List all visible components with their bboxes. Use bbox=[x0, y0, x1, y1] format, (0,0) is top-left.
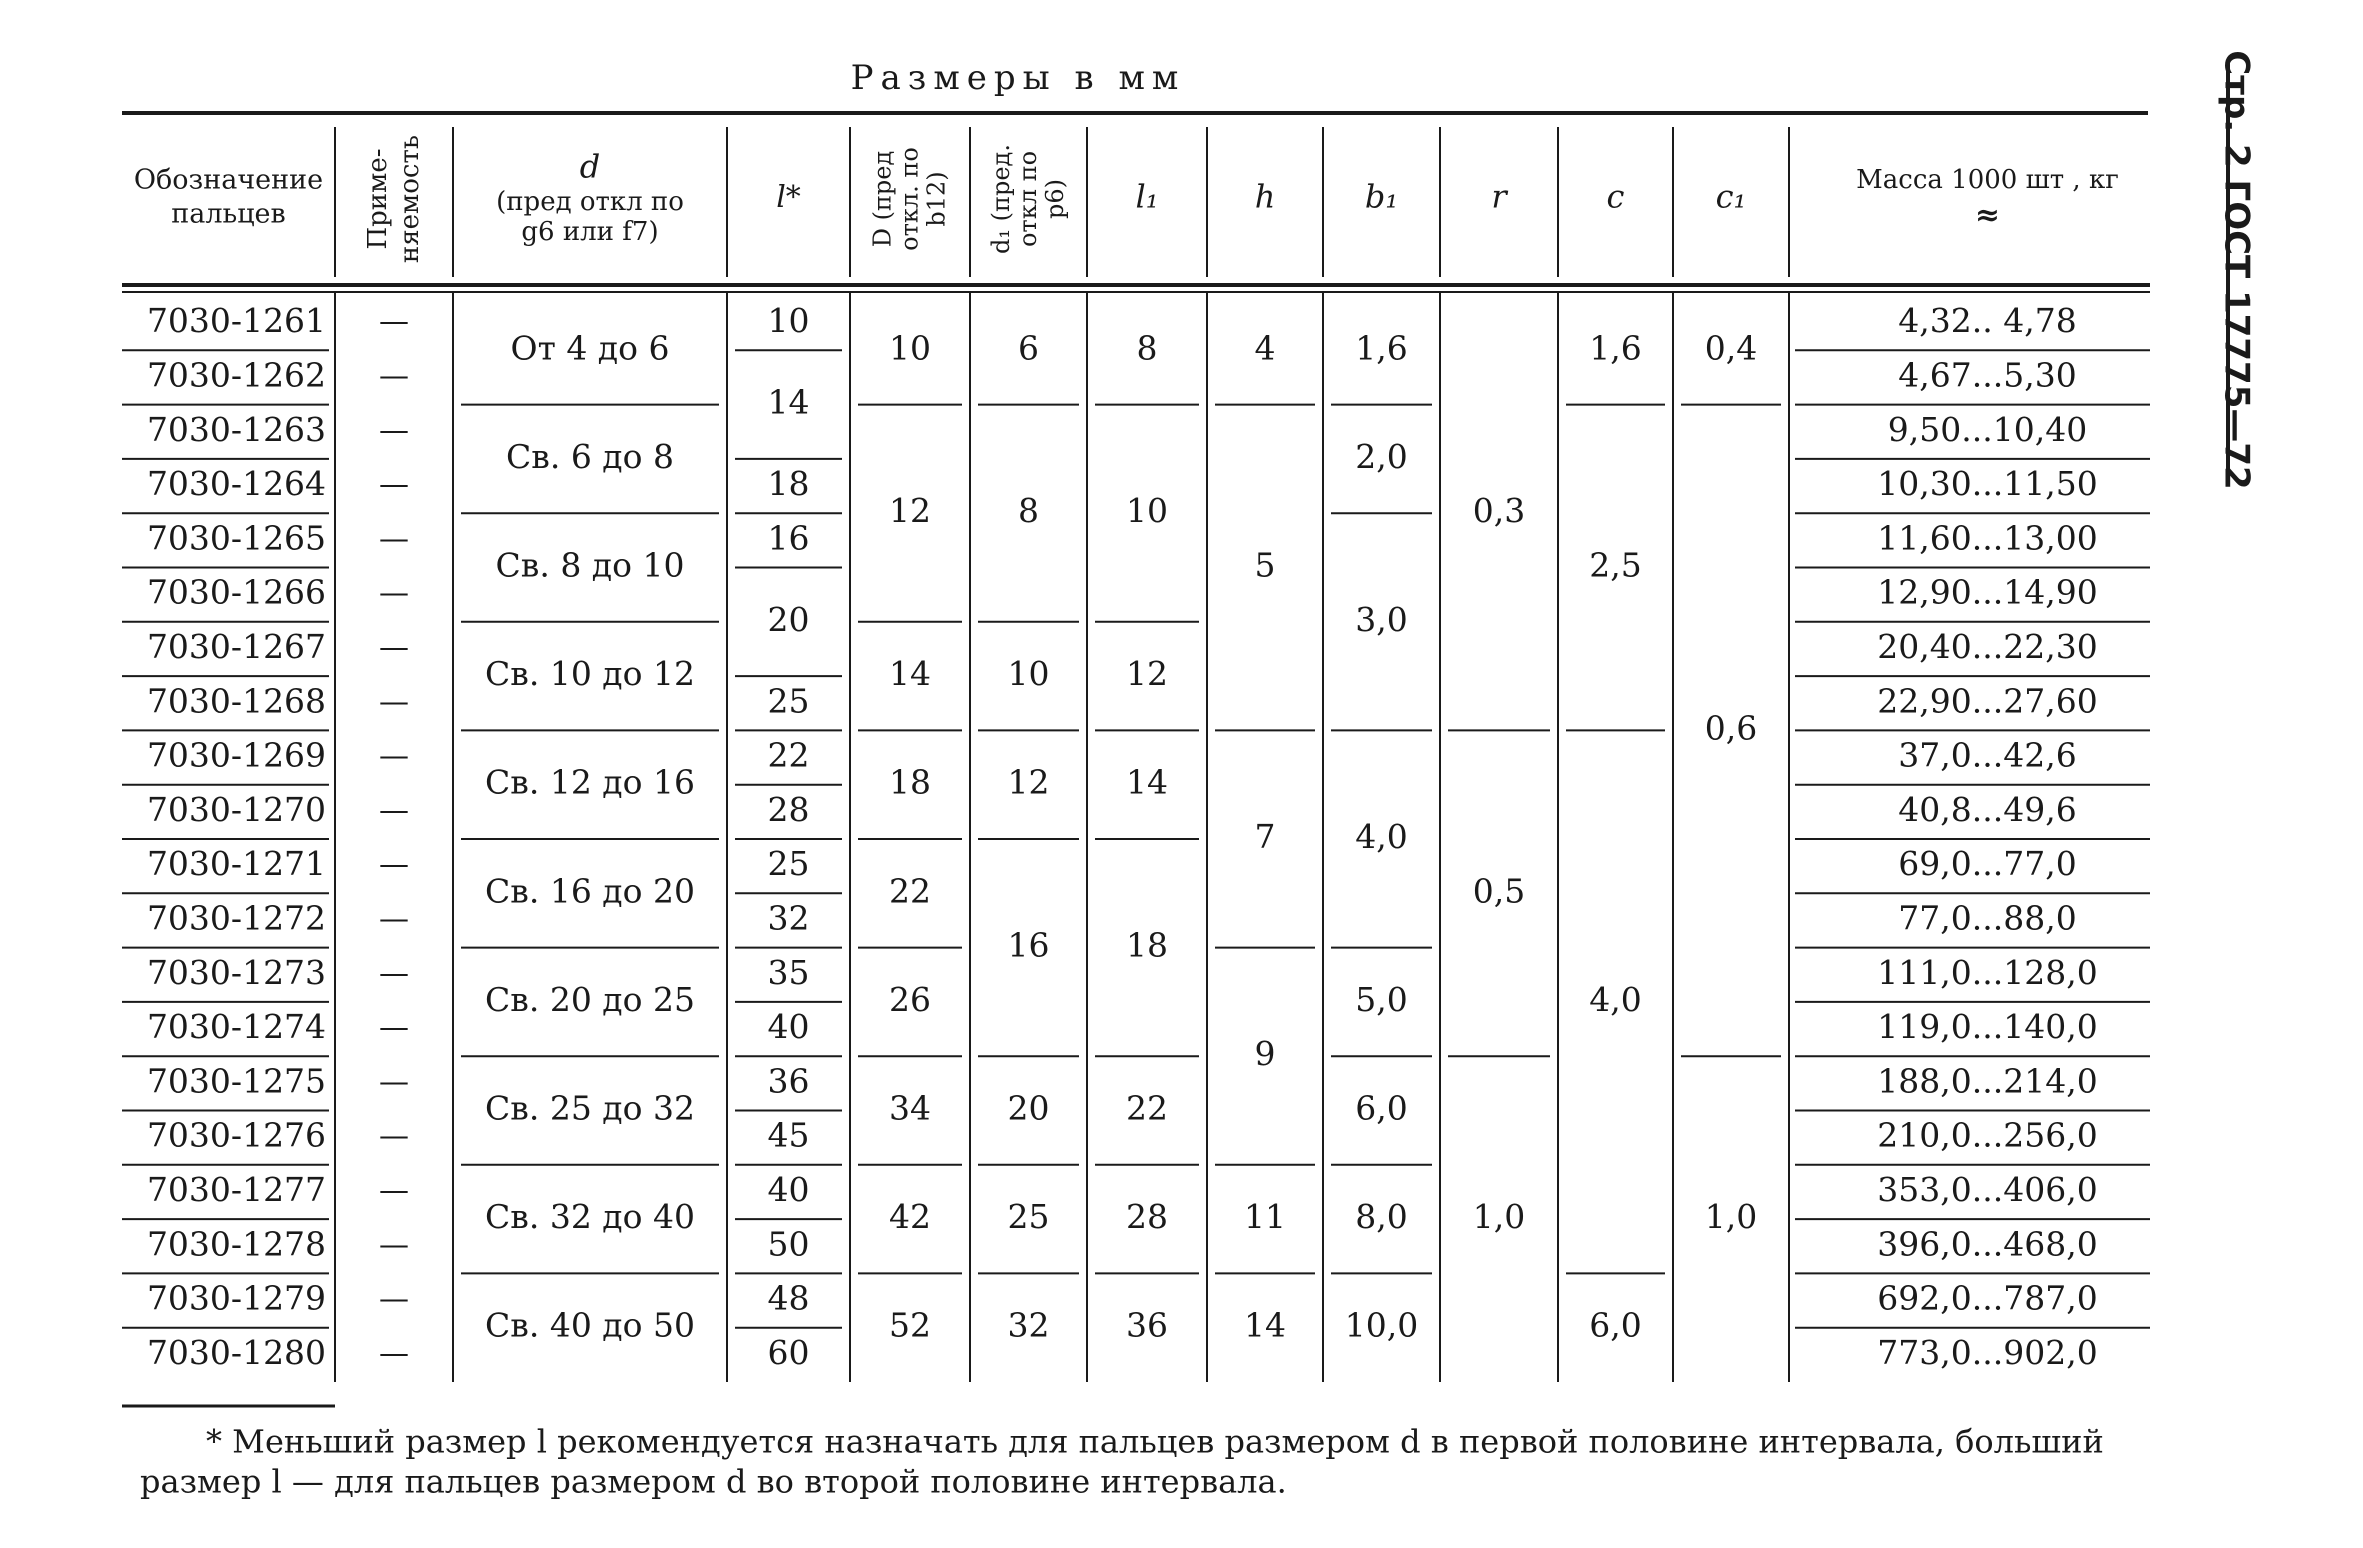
designation-cell: 7030-1271 bbox=[146, 844, 327, 884]
l-value: 14 bbox=[767, 382, 810, 422]
D-value: 10 bbox=[889, 328, 931, 368]
l1-value: 18 bbox=[1126, 925, 1168, 965]
b1-value: 2,0 bbox=[1355, 436, 1408, 476]
mass-cell: 119,0...140,0 bbox=[1877, 1007, 2098, 1047]
l-value: 40 bbox=[767, 1007, 810, 1047]
l-value: 35 bbox=[767, 952, 810, 992]
mass-cell: 20,40...22,30 bbox=[1877, 626, 2098, 666]
mass-cell: 12,90...14,90 bbox=[1877, 572, 2098, 612]
r-value: 1,0 bbox=[1472, 1197, 1526, 1237]
l-value: 20 bbox=[767, 599, 810, 639]
l-value: 36 bbox=[767, 1061, 810, 1101]
h-value: 7 bbox=[1254, 817, 1276, 856]
l-value: 18 bbox=[767, 464, 810, 504]
mass-cell: 10,30...11,50 bbox=[1877, 464, 2098, 504]
l-value: 25 bbox=[767, 681, 810, 721]
d-value: Св. 40 до 50 bbox=[485, 1305, 695, 1345]
designation-cell: 7030-1279 bbox=[146, 1278, 327, 1318]
header-D: D (пред bbox=[868, 150, 897, 248]
applicability-dash: — bbox=[379, 521, 409, 557]
designation-cell: 7030-1265 bbox=[146, 518, 327, 558]
b1-value: 3,0 bbox=[1355, 599, 1408, 639]
d1-value: 6 bbox=[1018, 328, 1039, 368]
d-value: Св. 12 до 16 bbox=[485, 762, 695, 802]
D-value: 12 bbox=[889, 491, 931, 531]
D-value: 22 bbox=[889, 871, 931, 911]
mass-cell: 773,0...902,0 bbox=[1877, 1332, 2098, 1372]
d-value: Св. 6 до 8 bbox=[506, 436, 674, 476]
header-d1: d₁ (пред. bbox=[987, 144, 1015, 254]
designation-cell: 7030-1270 bbox=[146, 789, 327, 829]
header-l1: l₁ bbox=[1135, 177, 1159, 216]
applicability-dash: — bbox=[379, 955, 409, 991]
applicability-dash: — bbox=[379, 629, 409, 665]
mass-cell: 188,0...214,0 bbox=[1877, 1061, 2098, 1101]
designation-cell: 7030-1261 bbox=[146, 301, 327, 341]
mass-cell: 40,8...49,6 bbox=[1898, 789, 2077, 829]
footnote-line-1: * Меньший размер l рекомендуется назначать для пальцев размером d в первой половине интервала, больший bbox=[206, 1422, 2104, 1461]
header-c: c bbox=[1606, 177, 1625, 216]
d1-value: 16 bbox=[1007, 925, 1050, 965]
designation-cell: 7030-1277 bbox=[146, 1169, 327, 1209]
l1-value: 36 bbox=[1126, 1305, 1168, 1345]
applicability-dash: — bbox=[379, 684, 409, 720]
mass-cell: 9,50...10,40 bbox=[1887, 409, 2088, 449]
b1-value: 6,0 bbox=[1355, 1088, 1408, 1128]
mass-cell: 396,0...468,0 bbox=[1877, 1224, 2098, 1264]
l-value: 45 bbox=[767, 1115, 810, 1155]
mass-cell: 22,90...27,60 bbox=[1877, 681, 2098, 721]
d1-value: 12 bbox=[1007, 762, 1050, 802]
D-value: 52 bbox=[889, 1305, 931, 1345]
designation-cell: 7030-1274 bbox=[146, 1007, 327, 1047]
header-d1: откл по bbox=[1014, 150, 1042, 248]
D-value: 26 bbox=[889, 979, 931, 1019]
d-value: Св. 20 до 25 bbox=[485, 979, 695, 1019]
applicability-dash: — bbox=[379, 1118, 409, 1154]
d1-value: 32 bbox=[1007, 1305, 1050, 1345]
header-applicability: няемость bbox=[395, 134, 425, 264]
mass-cell: 111,0...128,0 bbox=[1877, 952, 2098, 992]
d1-value: 10 bbox=[1007, 654, 1050, 694]
l-value: 60 bbox=[767, 1332, 810, 1372]
mass-cell: 11,60...13,00 bbox=[1877, 518, 2098, 558]
l1-value: 14 bbox=[1126, 762, 1168, 802]
designation-cell: 7030-1280 bbox=[146, 1332, 327, 1372]
d1-value: 25 bbox=[1007, 1197, 1050, 1237]
d-value: Св. 16 до 20 bbox=[485, 871, 695, 911]
header-h: h bbox=[1254, 177, 1276, 216]
designation-cell: 7030-1262 bbox=[146, 355, 327, 395]
d-value: От 4 до 6 bbox=[510, 328, 670, 368]
h-value: 5 bbox=[1254, 545, 1276, 585]
r-value: 0,3 bbox=[1472, 491, 1526, 531]
designation-cell: 7030-1264 bbox=[146, 464, 327, 504]
l1-value: 22 bbox=[1126, 1088, 1168, 1128]
applicability-dash: — bbox=[379, 304, 409, 340]
d-value: Св. 10 до 12 bbox=[485, 654, 695, 694]
header-d-symbol: d bbox=[579, 147, 601, 186]
l1-value: 12 bbox=[1126, 654, 1168, 694]
l-value: 22 bbox=[767, 735, 810, 775]
h-value: 11 bbox=[1244, 1197, 1286, 1237]
mass-cell: 353,0...406,0 bbox=[1877, 1169, 2098, 1209]
d-value: Св. 8 до 10 bbox=[495, 545, 685, 585]
header-r: r bbox=[1491, 177, 1507, 216]
b1-value: 4,0 bbox=[1355, 817, 1408, 856]
header-c1: c₁ bbox=[1715, 177, 1747, 216]
c1-value: 1,0 bbox=[1704, 1197, 1758, 1237]
applicability-dash: — bbox=[379, 847, 409, 883]
designation-cell: 7030-1278 bbox=[146, 1224, 327, 1264]
c-value: 6,0 bbox=[1589, 1305, 1642, 1345]
applicability-dash: — bbox=[379, 358, 409, 394]
mass-cell: 77,0...88,0 bbox=[1898, 898, 2077, 938]
c-value: 2,5 bbox=[1589, 545, 1642, 585]
c-value: 1,6 bbox=[1589, 328, 1642, 368]
header-mass-symbol: ≈ bbox=[1974, 198, 2001, 233]
c1-value: 0,4 bbox=[1704, 328, 1758, 368]
designation-cell: 7030-1269 bbox=[146, 735, 327, 775]
d-value: Св. 25 до 32 bbox=[485, 1088, 695, 1128]
applicability-dash: — bbox=[379, 1281, 409, 1317]
designation-cell: 7030-1273 bbox=[146, 952, 327, 992]
applicability-dash: — bbox=[379, 467, 409, 503]
applicability-dash: — bbox=[379, 1335, 409, 1371]
applicability-dash: — bbox=[379, 1172, 409, 1208]
d1-value: 8 bbox=[1018, 491, 1039, 531]
mass-cell: 210,0...256,0 bbox=[1877, 1115, 2098, 1155]
designation-cell: 7030-1276 bbox=[146, 1115, 327, 1155]
applicability-dash: — bbox=[379, 901, 409, 937]
mass-cell: 4,67...5,30 bbox=[1898, 355, 2077, 395]
header-d1: p6) bbox=[1041, 179, 1069, 219]
header-designation: Обозначение bbox=[133, 164, 324, 196]
d-value: Св. 32 до 40 bbox=[485, 1197, 695, 1237]
l-value: 16 bbox=[767, 518, 810, 558]
h-value: 9 bbox=[1254, 1034, 1276, 1074]
c-value: 4,0 bbox=[1589, 979, 1642, 1019]
b1-value: 8,0 bbox=[1355, 1197, 1408, 1237]
D-value: 42 bbox=[889, 1197, 931, 1237]
applicability-dash: — bbox=[379, 738, 409, 774]
b1-value: 10,0 bbox=[1344, 1305, 1419, 1345]
header-designation: пальцев bbox=[171, 198, 286, 230]
l-value: 50 bbox=[767, 1224, 810, 1264]
D-value: 18 bbox=[889, 762, 931, 802]
applicability-dash: — bbox=[379, 575, 409, 611]
h-value: 14 bbox=[1244, 1305, 1286, 1345]
c1-value: 0,6 bbox=[1704, 708, 1758, 748]
l-value: 28 bbox=[767, 789, 810, 829]
footnote-line-2: размер l — для пальцев размером d во второй половине интервала. bbox=[140, 1462, 1287, 1501]
header-b1: b₁ bbox=[1364, 177, 1399, 216]
D-value: 34 bbox=[889, 1088, 931, 1128]
designation-cell: 7030-1267 bbox=[146, 626, 327, 666]
l-value: 25 bbox=[767, 844, 810, 884]
header-D: откл. по bbox=[895, 147, 924, 251]
applicability-dash: — bbox=[379, 1010, 409, 1046]
r-value: 0,5 bbox=[1472, 871, 1526, 911]
designation-cell: 7030-1266 bbox=[146, 572, 327, 612]
side-page-label: Стр. 2 ГОСТ 17775—72 bbox=[2216, 50, 2257, 490]
l-value: 32 bbox=[767, 898, 810, 938]
designation-cell: 7030-1268 bbox=[146, 681, 327, 721]
applicability-dash: — bbox=[379, 1064, 409, 1100]
l-value: 10 bbox=[767, 301, 810, 341]
applicability-dash: — bbox=[379, 792, 409, 828]
mass-cell: 69,0...77,0 bbox=[1898, 844, 2077, 884]
header-applicability: Приме- bbox=[363, 148, 393, 250]
l-value: 48 bbox=[767, 1278, 810, 1318]
applicability-dash: — bbox=[379, 412, 409, 448]
mass-cell: 692,0...787,0 bbox=[1877, 1278, 2098, 1318]
b1-value: 5,0 bbox=[1355, 979, 1408, 1019]
D-value: 14 bbox=[889, 654, 931, 694]
header-D: b12) bbox=[922, 171, 951, 227]
l1-value: 8 bbox=[1136, 328, 1158, 368]
d1-value: 20 bbox=[1007, 1088, 1050, 1128]
header-d-note: (пред откл по bbox=[496, 187, 684, 217]
l1-value: 28 bbox=[1126, 1197, 1168, 1237]
designation-cell: 7030-1263 bbox=[146, 409, 327, 449]
table-caption: Размеры в мм bbox=[850, 58, 1186, 98]
header-d-note: g6 или f7) bbox=[521, 217, 659, 247]
header-mass: Масса 1000 шт , кг bbox=[1856, 165, 2119, 195]
header-l: l* bbox=[776, 180, 801, 215]
designation-cell: 7030-1275 bbox=[146, 1061, 327, 1101]
b1-value: 1,6 bbox=[1355, 328, 1408, 368]
l-value: 40 bbox=[767, 1169, 810, 1209]
mass-cell: 4,32.. 4,78 bbox=[1898, 301, 2077, 341]
l1-value: 10 bbox=[1126, 491, 1168, 531]
h-value: 4 bbox=[1254, 328, 1276, 368]
designation-cell: 7030-1272 bbox=[146, 898, 327, 938]
mass-cell: 37,0...42,6 bbox=[1898, 735, 2077, 775]
applicability-dash: — bbox=[379, 1227, 409, 1263]
